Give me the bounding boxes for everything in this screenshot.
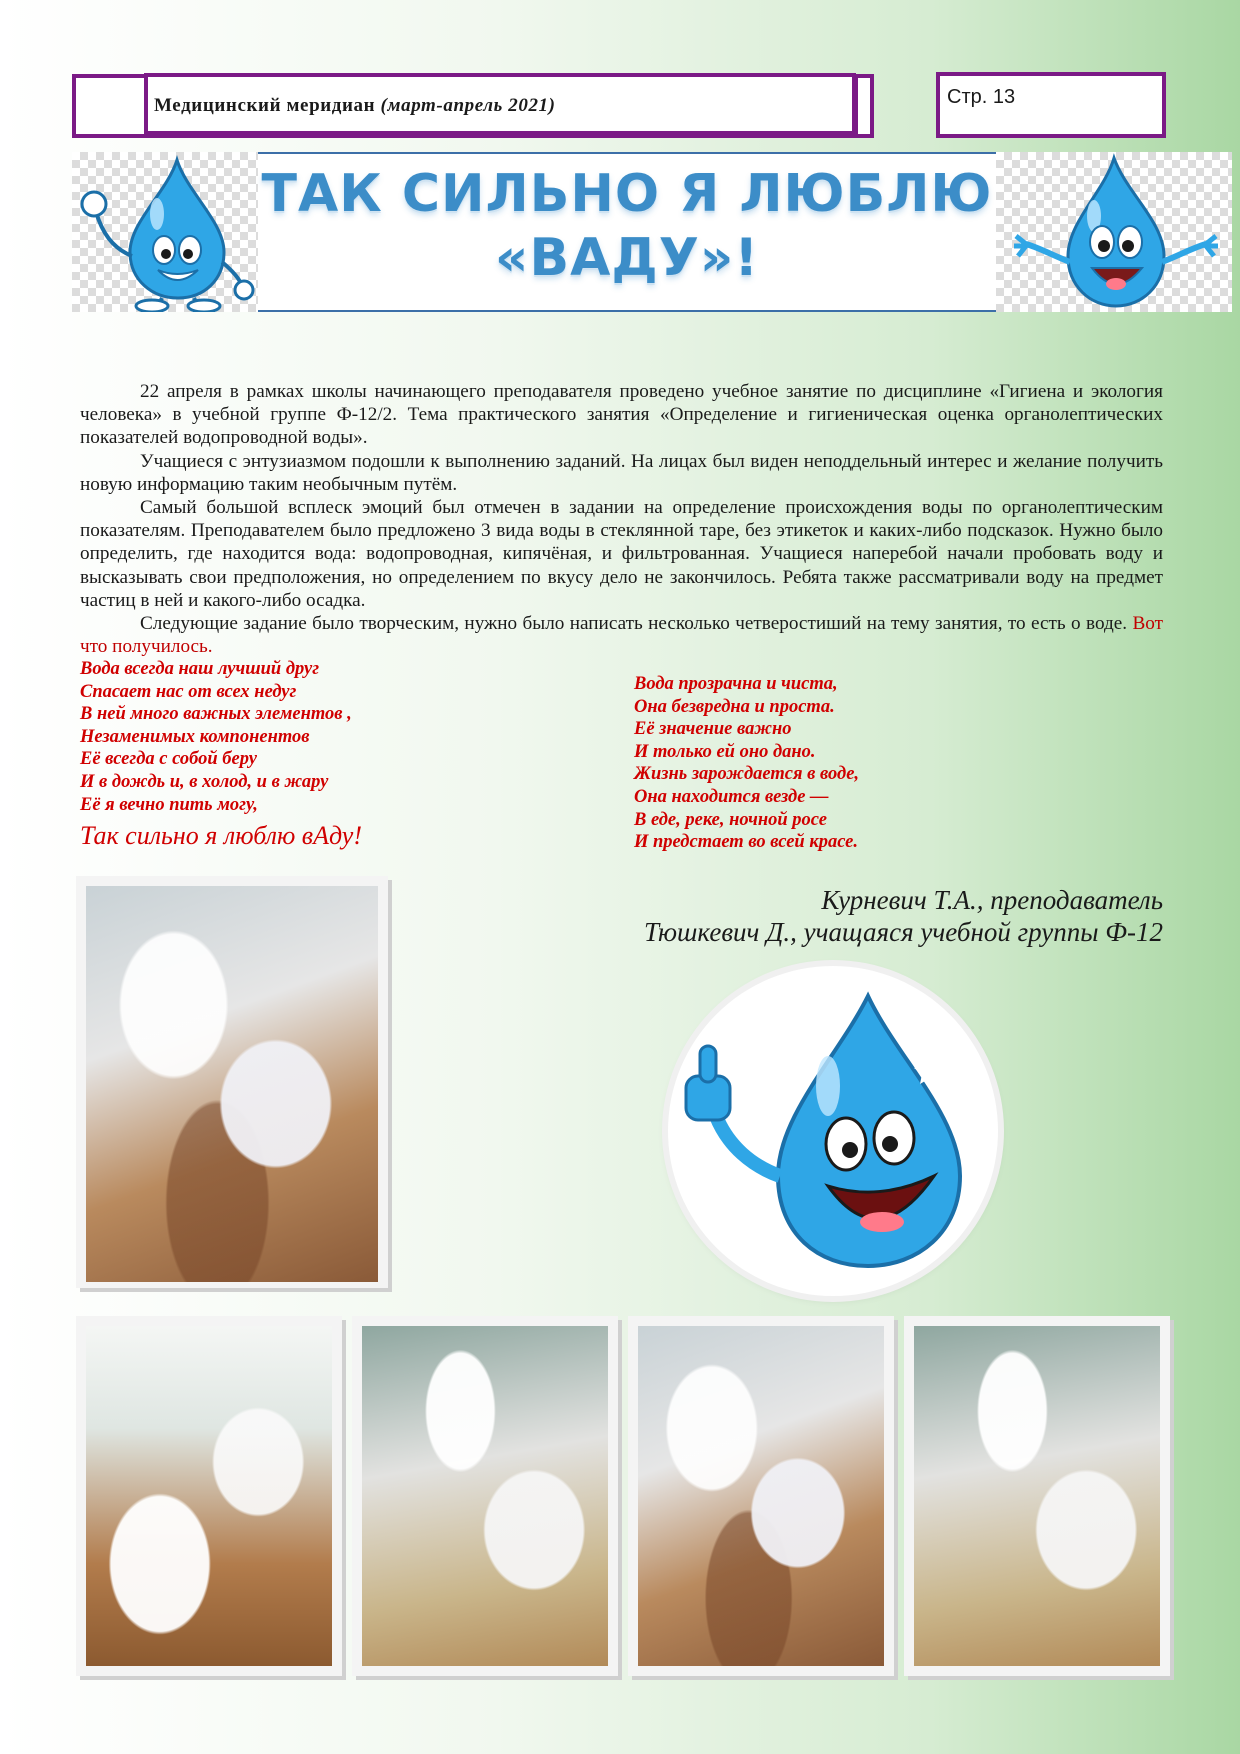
- newsletter-title: [154, 95, 556, 117]
- thumbs-up-mascot-circle: [668, 966, 998, 1296]
- poem-line: Её я вечно пить могу,: [80, 794, 258, 815]
- poem-line: Она безвредна и проста.: [634, 696, 835, 717]
- banner-title-line1: ТАК СИЛЬНО Я ЛЮБЛЮ: [261, 164, 993, 224]
- banner-title: [258, 162, 996, 290]
- banner-top-rule: [258, 152, 996, 154]
- newsletter-name: Медицинский меридиан: [154, 95, 376, 116]
- article-authors: [520, 884, 1163, 948]
- article-lead-in: Вот что получилось.: [80, 613, 1164, 658]
- classroom-photo: [362, 1326, 608, 1666]
- waving-drop-icon: [72, 152, 258, 312]
- poem-line: В еде, реке, ночной росе: [634, 809, 827, 830]
- poem-line: Жизнь зарождается в воде,: [634, 764, 860, 785]
- poem-line: Незаменимых компонентов: [80, 726, 310, 747]
- article-body: [80, 380, 1163, 658]
- article-paragraph: Следующие задание было творческим, нужно было написать несколько четверостиший на тему занятия, то есть о воде. Вот что получилось.: [80, 613, 1164, 658]
- poem-line: Её значение важно: [634, 719, 792, 740]
- article-paragraph: 22 апреля в рамках школы начинающего преподавателя проведено учебное занятие по дисциплине «Гигиена и экология человека» в учебной группе Ф-12/2. Тема практического занятия «Определение и гигиеническая оценка органолептических показателей водопроводной воды».: [80, 381, 1163, 449]
- poem-line: Вода прозрачна и чиста,: [634, 674, 838, 694]
- poem-closing-line: Так сильно я люблю вАду!: [80, 821, 362, 851]
- poem-line: И предстает во всей красе.: [634, 832, 859, 853]
- banner-left-mascot: [72, 152, 258, 312]
- poem-right: [634, 673, 1094, 854]
- banner-bottom-rule: [258, 310, 996, 312]
- author-teacher: Курневич Т.А., преподаватель: [821, 885, 1163, 915]
- poem-left: [80, 658, 540, 856]
- banner-right-mascot: [996, 152, 1232, 312]
- page-number: Стр. 13: [947, 86, 1016, 108]
- author-student: Тюшкевич Д., учащаяся учебной группы Ф-12: [643, 917, 1163, 947]
- poem-line: В ней много важных элементов ,: [80, 704, 352, 725]
- banner-title-line2: «ВАДУ»!: [494, 228, 760, 288]
- article-paragraph: Самый большой всплеск эмоций был отмечен в задании на определение происхождения воды по органолептическим показателям. Преподавателем было предложено 3 вида воды в стеклянной таре, без этикеток и каких-либо подсказок. Нужно было определить, где находится вода: водопроводная, кипячёная, и фильтрованная. Учащиеся наперебой начали пробовать воду и высказывать свои предположения, но определением по вкусу дело не закончилось. Ребята также рассматривали воду на предмет частиц в ней и какого-либо осадка.: [80, 497, 1163, 611]
- poem-line: Спасает нас от всех недуг: [80, 681, 297, 702]
- classroom-photo-main: [86, 886, 378, 1282]
- poem-line: Вода всегда наш лучший друг: [80, 659, 320, 679]
- thumbs-up-drop-icon: [668, 966, 998, 1296]
- happy-drop-icon: [996, 152, 1232, 312]
- classroom-photo: [638, 1326, 884, 1666]
- poem-line: И в дождь и, в холод, и в жару: [80, 771, 329, 792]
- article-paragraph: Учащиеся с энтузиазмом подошли к выполнению заданий. На лицах был виден неподдельный интерес и желание получить новую информацию таким необычным путём.: [80, 450, 1163, 495]
- poem-line: Её всегда с собой беру: [80, 749, 257, 770]
- classroom-photo: [914, 1326, 1160, 1666]
- newsletter-issue: (март-апрель 2021): [380, 95, 556, 116]
- classroom-photo: [86, 1326, 332, 1666]
- poem-line: И только ей оно дано.: [634, 741, 816, 762]
- header-divider: [854, 76, 858, 136]
- poem-line: Она находится везде —: [634, 786, 829, 807]
